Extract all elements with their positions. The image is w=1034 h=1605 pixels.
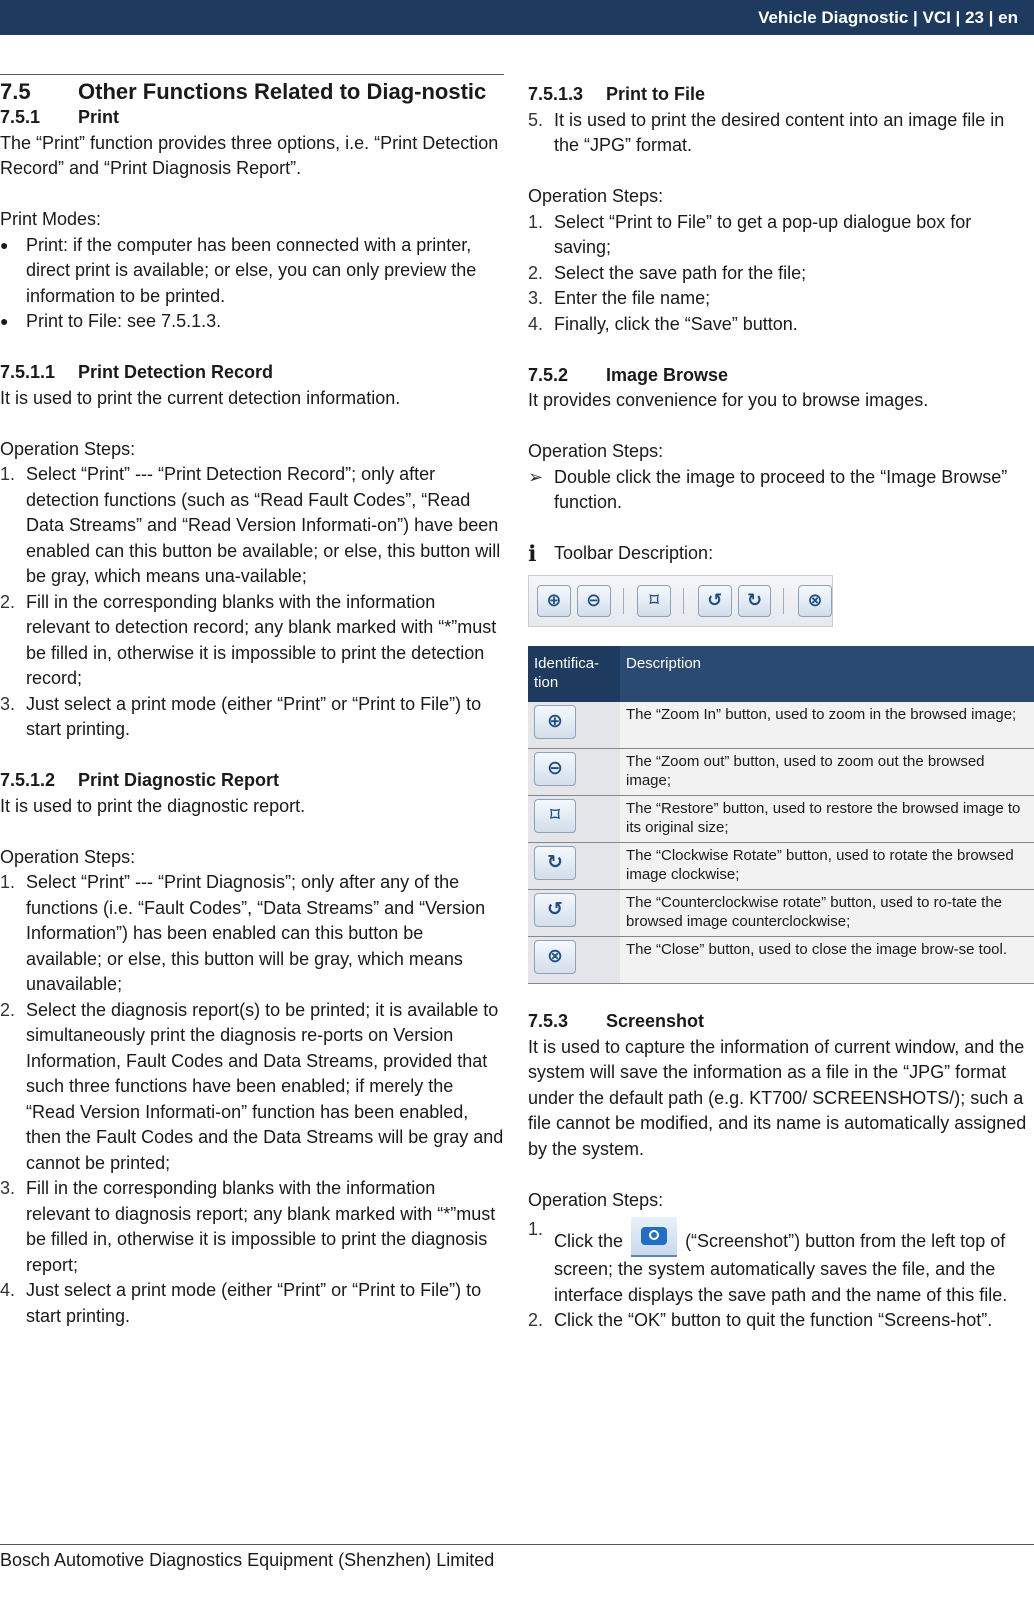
list-item: 2. Select the save path for the file;: [528, 262, 807, 283]
list-item: ● Print: if the computer has been connected with a printer, direct print is available; or else, you can only preview the information to be printed.: [0, 234, 477, 306]
zoom-in-icon[interactable]: ⊕: [537, 585, 571, 617]
paragraph: Print Modes:: [0, 209, 102, 229]
list-item: ● Print to File: see 7.5.1.3.: [0, 311, 222, 331]
toolbar-divider: [683, 588, 686, 614]
list-item: 3. Enter the file name;: [528, 288, 711, 308]
info-icon: ℹ: [528, 541, 537, 567]
table-row: ⊕ The “Zoom In” button, used to zoom in the browsed image;: [528, 702, 1034, 749]
list-item: 2. Fill in the corresponding blanks with the information relevant to detection record; any blank marked with “*”must be filled in, otherwise it is impossible to print the detection record;: [0, 591, 497, 688]
list-item: 4. Finally, click the “Save” button.: [528, 313, 798, 334]
section-7-5-3-heading: 7.5.3 Screenshot: [528, 1011, 705, 1031]
section-rule: [0, 74, 504, 105]
table-row: ↺ The “Counterclockwise rotate” button, used to ro-tate the browsed image counterclockwise;: [528, 889, 1034, 936]
paragraph: It is used to capture the information of current window, and the system will save the information as a file in the “JPG” format under the default path (e.g. KT700/ SCREENSHOTS/); such a file cannot be modified, and its name is automatically assigned by the system.: [528, 1036, 1027, 1159]
list-item: 4. Just select a print mode (either “Print” or “Print to File”) to start printing.: [0, 1280, 482, 1326]
image-browse-toolbar: [528, 575, 833, 627]
rotate-counterclockwise-icon[interactable]: ↺: [698, 585, 732, 617]
paragraph: Operation Steps:: [0, 846, 136, 867]
table-row: ↻ The “Clockwise Rotate” button, used to rotate the browsed image clockwise;: [528, 842, 1034, 889]
table-header-description: Description: [620, 646, 1034, 702]
paragraph: Operation Steps:: [528, 441, 664, 461]
toolbar-divider: [783, 588, 786, 614]
list-item: 1. Select “Print to File” to get a pop-up dialogue box for saving;: [528, 211, 972, 257]
list-item: 2. Select the diagnosis report(s) to be printed; it is available to simultaneously print the diagnosis re-ports on Version Information, Fault Codes and Data Streams, provided that such three functions have been enabled; if merely the “Read Version Informati-on” function has been enabled, then the Fault Codes and the Data Streams will be gray and cannot be printed;: [0, 999, 504, 1173]
restore-icon: ⌑: [534, 799, 576, 833]
section-7-5-1-3-heading: 7.5.1.3 Print to File: [528, 84, 705, 104]
table-row: ⊗ The “Close” button, used to close the image brow-se tool.: [528, 936, 1034, 983]
list-item: ➢ Double click the image to proceed to the “Image Browse” function.: [528, 466, 1008, 512]
paragraph: Operation Steps:: [0, 438, 136, 459]
paragraph: The “Print” function provides three options, i.e. “Print Detection Record” and “Print Diagnosis Report”.: [0, 132, 499, 178]
paragraph: It provides convenience for you to browse images.: [528, 390, 929, 410]
list-item: 5. It is used to print the desired content into an image file in the “JPG” format.: [528, 109, 1005, 155]
restore-icon[interactable]: ⌑: [637, 585, 671, 617]
zoom-out-icon[interactable]: ⊖: [577, 585, 611, 617]
close-icon: ⊗: [534, 940, 576, 974]
rotate-counterclockwise-icon: ↺: [534, 893, 576, 927]
list-item: 3. Just select a print mode (either “Print” or “Print to File”) to start printing.: [0, 693, 482, 739]
footer-text: Bosch Automotive Diagnostics Equipment (Shenzhen) Limited: [0, 1550, 495, 1570]
section-title: Other Functions Related to Diag-nostic: [78, 79, 487, 104]
close-icon[interactable]: ⊗: [798, 585, 832, 617]
paragraph: It is used to print the diagnostic report.: [0, 795, 306, 816]
list-item: 3. Fill in the corresponding blanks with the information relevant to diagnosis report; any blank marked with “*”must be filled in, otherwise it is impossible to print the diagnosis report;: [0, 1178, 496, 1275]
rotate-clockwise-icon[interactable]: ↻: [738, 585, 772, 617]
section-number: 7.5: [0, 79, 31, 104]
section-7-5-2-heading: 7.5.2 Image Browse: [528, 364, 729, 385]
toolbar-divider: [623, 588, 626, 614]
right-column: [528, 82, 1028, 1334]
list-item: 1. Select “Print” --- “Print Diagnosis”; only after any of the functions (i.e. “Fault Codes”, “Data Streams” and “Version Information”) has been enabled can this button be available; or else, this button will be gray, which means unavailable;: [0, 872, 486, 994]
table-header-identification: Identifica-tion: [528, 646, 620, 702]
table-row: ⌑ The “Restore” button, used to restore the browsed image to its original size;: [528, 795, 1034, 842]
info-note: ℹ Toolbar Description:: [528, 541, 714, 567]
page-header: [0, 0, 1034, 35]
zoom-out-icon: ⊖: [534, 752, 576, 786]
footer-rule: [0, 1544, 1034, 1545]
section-7-5-heading: [0, 79, 504, 105]
rotate-clockwise-icon: ↻: [534, 846, 576, 880]
paragraph: Operation Steps:: [528, 1189, 664, 1210]
section-7-5-1-1-heading: 7.5.1.1 Print Detection Record: [0, 362, 274, 382]
zoom-in-icon: ⊕: [534, 705, 576, 739]
list-item: 1. Select “Print” --- “Print Detection Record”; only after detection functions (such as “Read Fault Codes”, “Read Data Streams” and “Read Version Informati-on”) have been enabled can this button be available; or else, this button will be gray, which means una-vailable;: [0, 464, 501, 586]
section-7-5-1-2-heading: 7.5.1.2 Print Diagnostic Report: [0, 770, 280, 790]
header-text: Vehicle Diagnostic | VCI | 23 | en: [758, 8, 1018, 27]
list-item: 1. Click the (“Screenshot”) button from the left top of screen; the system automatically saves the file, and the interface displays the save path and the name of this file.: [528, 1219, 1008, 1305]
section-7-5-1-heading: 7.5.1 Print: [0, 107, 120, 127]
list-item: 2. Click the “OK” button to quit the function “Screens-hot”.: [528, 1310, 993, 1330]
camera-icon: [631, 1217, 677, 1257]
left-column: [0, 74, 504, 1329]
paragraph: Operation Steps:: [528, 186, 664, 206]
table-row: ⊖ The “Zoom out” button, used to zoom out the browsed image;: [528, 748, 1034, 795]
paragraph: It is used to print the current detection information.: [0, 387, 401, 408]
toolbar-description-table: [528, 646, 1034, 984]
